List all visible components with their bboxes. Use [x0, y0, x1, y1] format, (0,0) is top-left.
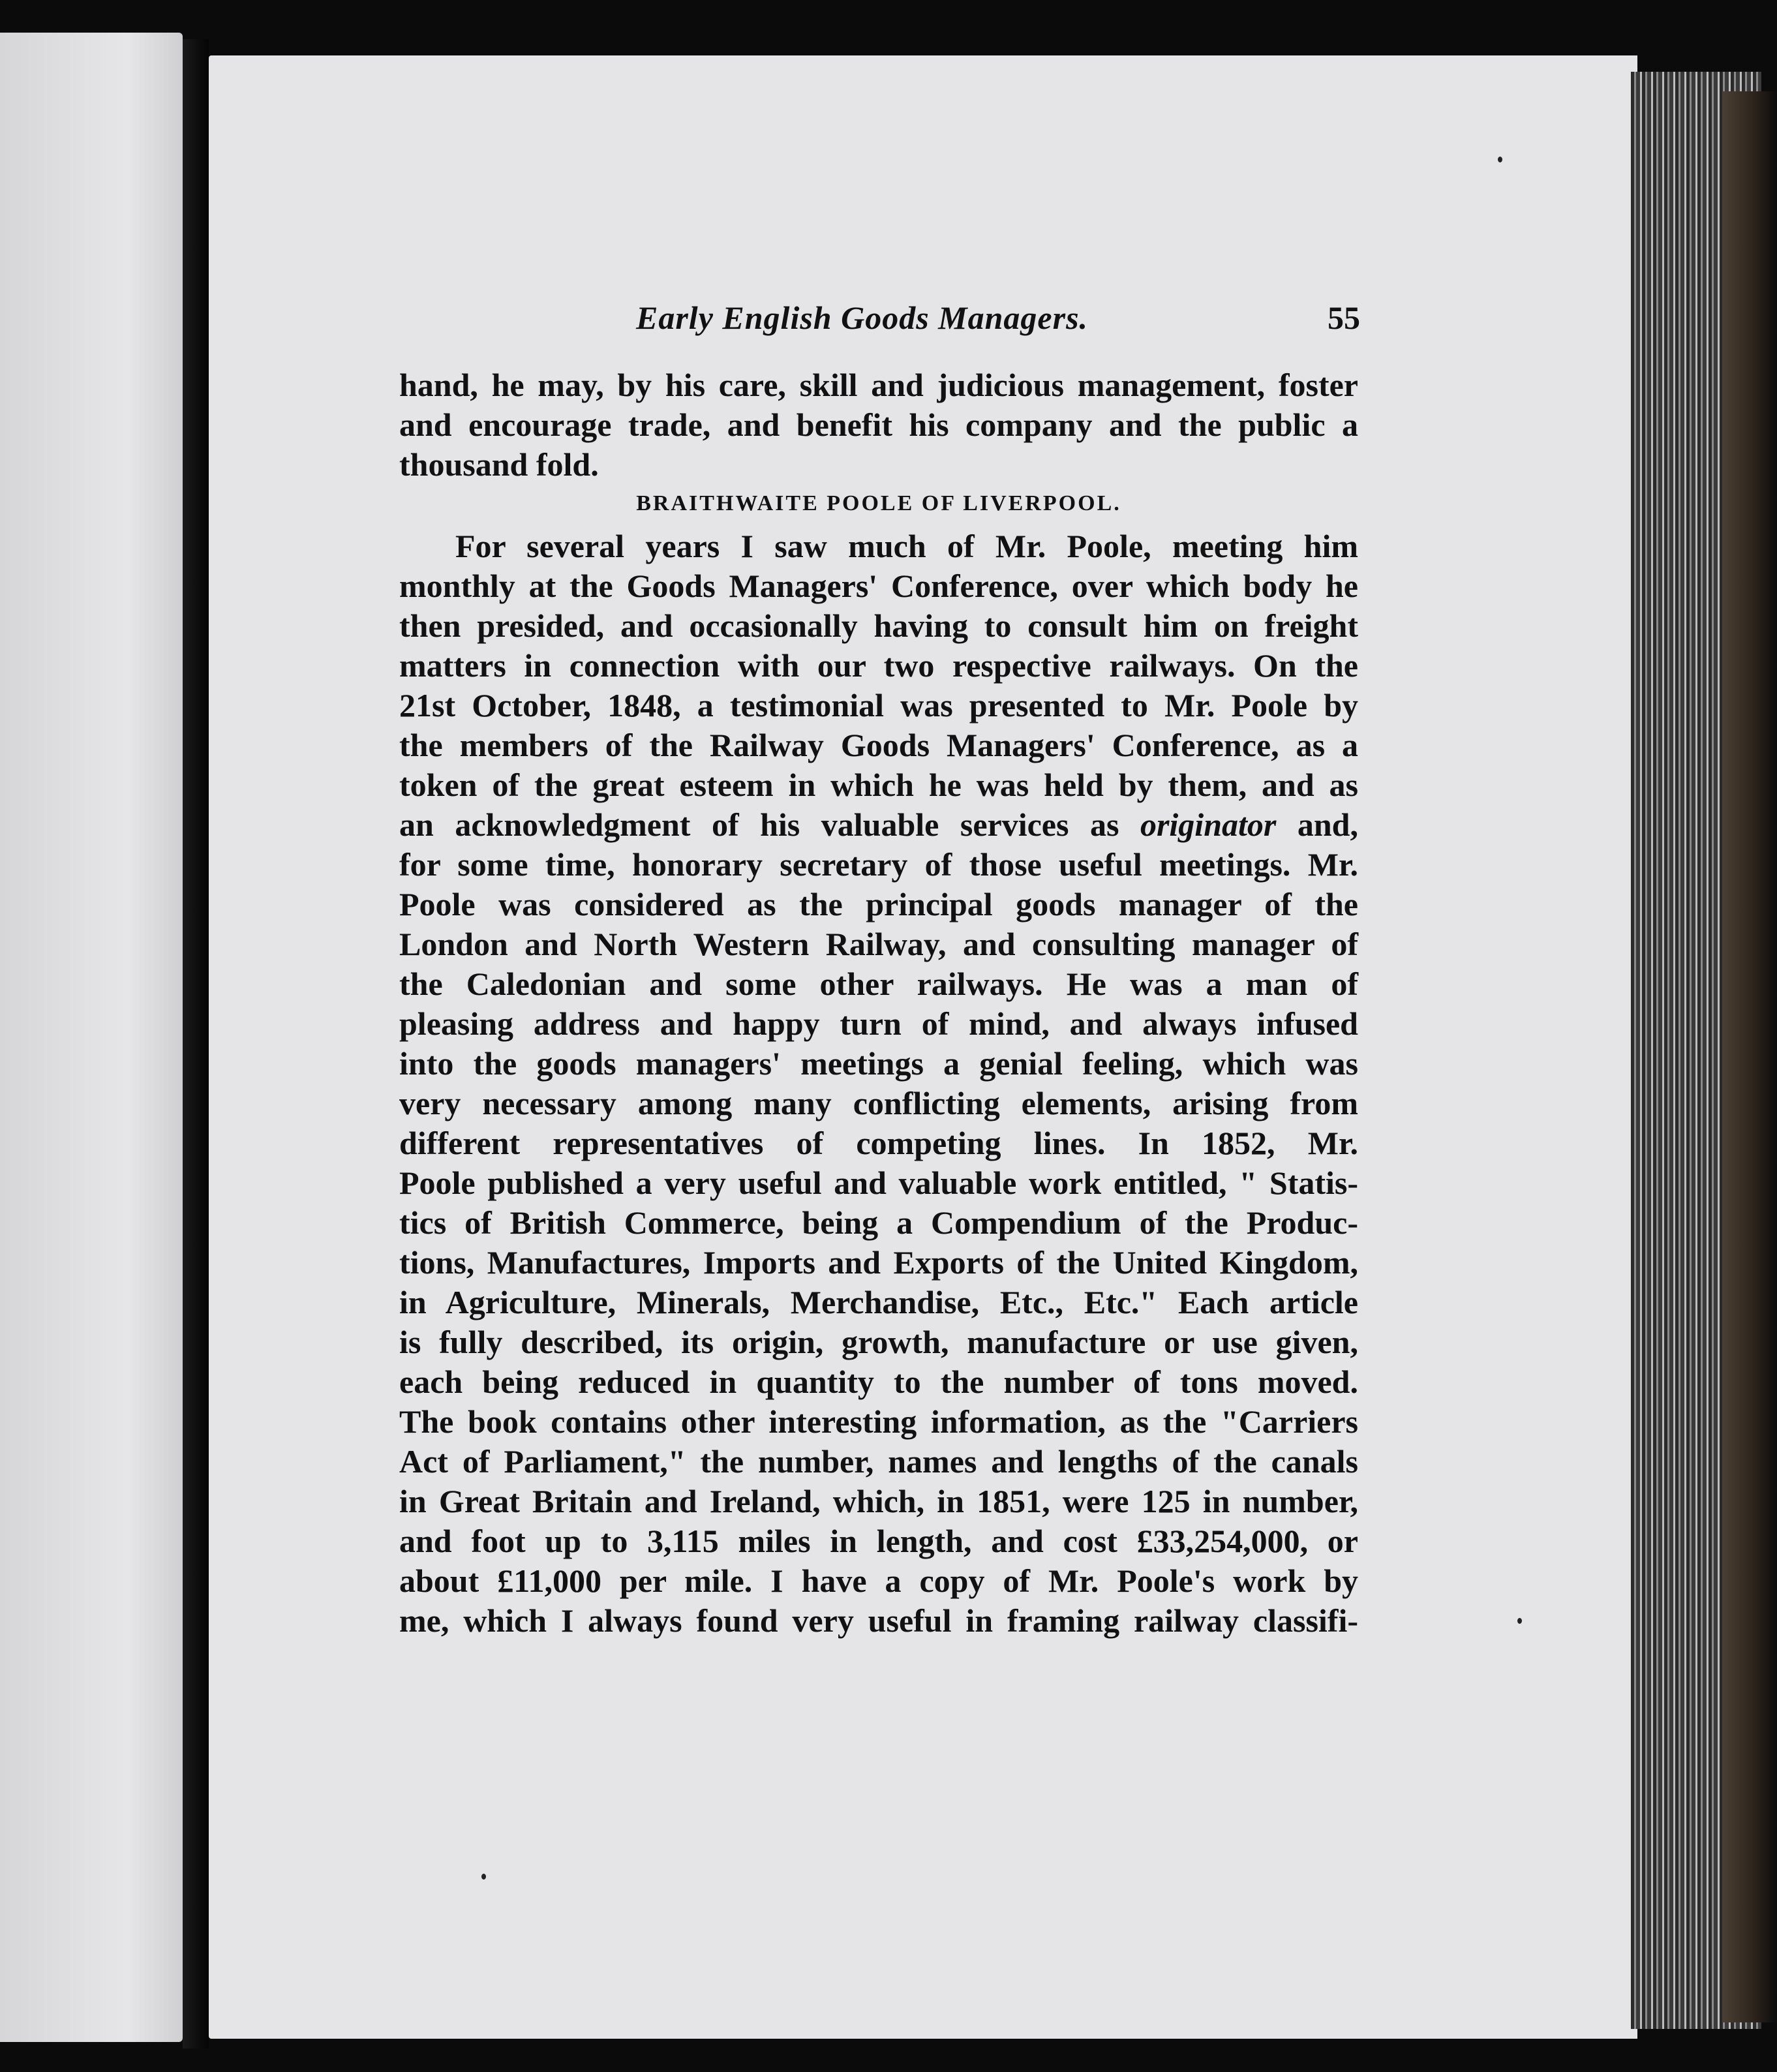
- text-line: pleasing address and happy turn of mind, and always infused: [399, 1005, 1358, 1042]
- text-line-with-italic: [399, 805, 1358, 845]
- text-line: thousand fold.: [399, 446, 599, 483]
- page-body: [399, 365, 1358, 1641]
- section-heading: BRAITHWAITE POOLE OF LIVERPOOL.: [636, 491, 1121, 515]
- text-line: different representatives of competing lines. In 1852, Mr.: [399, 1125, 1358, 1161]
- paper-speck: [1498, 157, 1502, 162]
- text-line: token of the great esteem in which he was held by them, and as: [399, 767, 1358, 803]
- text-line: for some time, honorary secretary of those useful meetings. Mr.: [399, 846, 1358, 883]
- text-line: is fully described, its origin, growth, manufacture or use given,: [399, 1324, 1358, 1360]
- text-segment: and,: [1276, 806, 1358, 843]
- book-gutter: [183, 39, 209, 2049]
- text-line: monthly at the Goods Managers' Conference, over which body he: [399, 568, 1358, 604]
- text-line: me, which I always found very useful in framing railway classifi-: [399, 1602, 1358, 1639]
- text-line: and encourage trade, and benefit his company and the public a: [399, 406, 1358, 443]
- text-line: and foot up to 3,115 miles in length, and cost £33,254,000, or: [399, 1523, 1358, 1559]
- paper-speck: [481, 1874, 486, 1880]
- running-title: Early English Goods Managers.: [636, 299, 1089, 336]
- text-segment: an acknowledgment of his valuable services as: [399, 806, 1140, 843]
- text-line: the members of the Railway Goods Managers' Conference, as a: [399, 727, 1358, 763]
- text-line: then presided, and occasionally having to consult him on freight: [399, 607, 1358, 644]
- text-line: in Great Britain and Ireland, which, in 1851, were 125 in number,: [399, 1483, 1358, 1519]
- text-line: Poole was considered as the principal goods manager of the: [399, 886, 1358, 922]
- paper-speck: [1517, 1618, 1522, 1624]
- text-line: into the goods managers' meetings a genial feeling, which was: [399, 1045, 1358, 1082]
- text-line: 21st October, 1848, a testimonial was presented to Mr. Poole by: [399, 687, 1358, 724]
- text-line: tics of British Commerce, being a Compendium of the Produc-: [399, 1204, 1358, 1241]
- text-line: each being reduced in quantity to the number of tons moved.: [399, 1364, 1358, 1400]
- text-line: in Agriculture, Minerals, Merchandise, Etc., Etc." Each article: [399, 1284, 1358, 1320]
- facing-page-edge: [0, 33, 183, 2042]
- text-line: The book contains other interesting information, as the "Carriers: [399, 1403, 1358, 1440]
- text-line: about £11,000 per mile. I have a copy of Mr. Poole's work by: [399, 1562, 1358, 1599]
- text-line: For several years I saw much of Mr. Poole, meeting him: [455, 528, 1358, 564]
- book-cover-edge: [1722, 91, 1777, 2022]
- text-line: hand, he may, by his care, skill and judicious management, foster: [399, 367, 1358, 403]
- text-line: the Caledonian and some other railways. He was a man of: [399, 966, 1358, 1002]
- italic-word: originator: [1140, 806, 1277, 843]
- page-number: 55: [1328, 299, 1360, 336]
- text-line: London and North Western Railway, and consulting manager of: [399, 926, 1358, 962]
- text-line: very necessary among many conflicting elements, arising from: [399, 1085, 1358, 1121]
- text-line: Act of Parliament," the number, names and lengths of the canals: [399, 1443, 1358, 1480]
- opening-paragraph: [399, 365, 1358, 485]
- running-header: [636, 299, 1360, 351]
- poole-paragraph: [399, 526, 1358, 1641]
- text-line: tions, Manufactures, Imports and Exports of the United Kingdom,: [399, 1244, 1358, 1281]
- text-line: matters in connection with our two respective railways. On the: [399, 647, 1358, 684]
- text-line: Poole published a very useful and valuable work entitled, " Statis-: [399, 1165, 1358, 1201]
